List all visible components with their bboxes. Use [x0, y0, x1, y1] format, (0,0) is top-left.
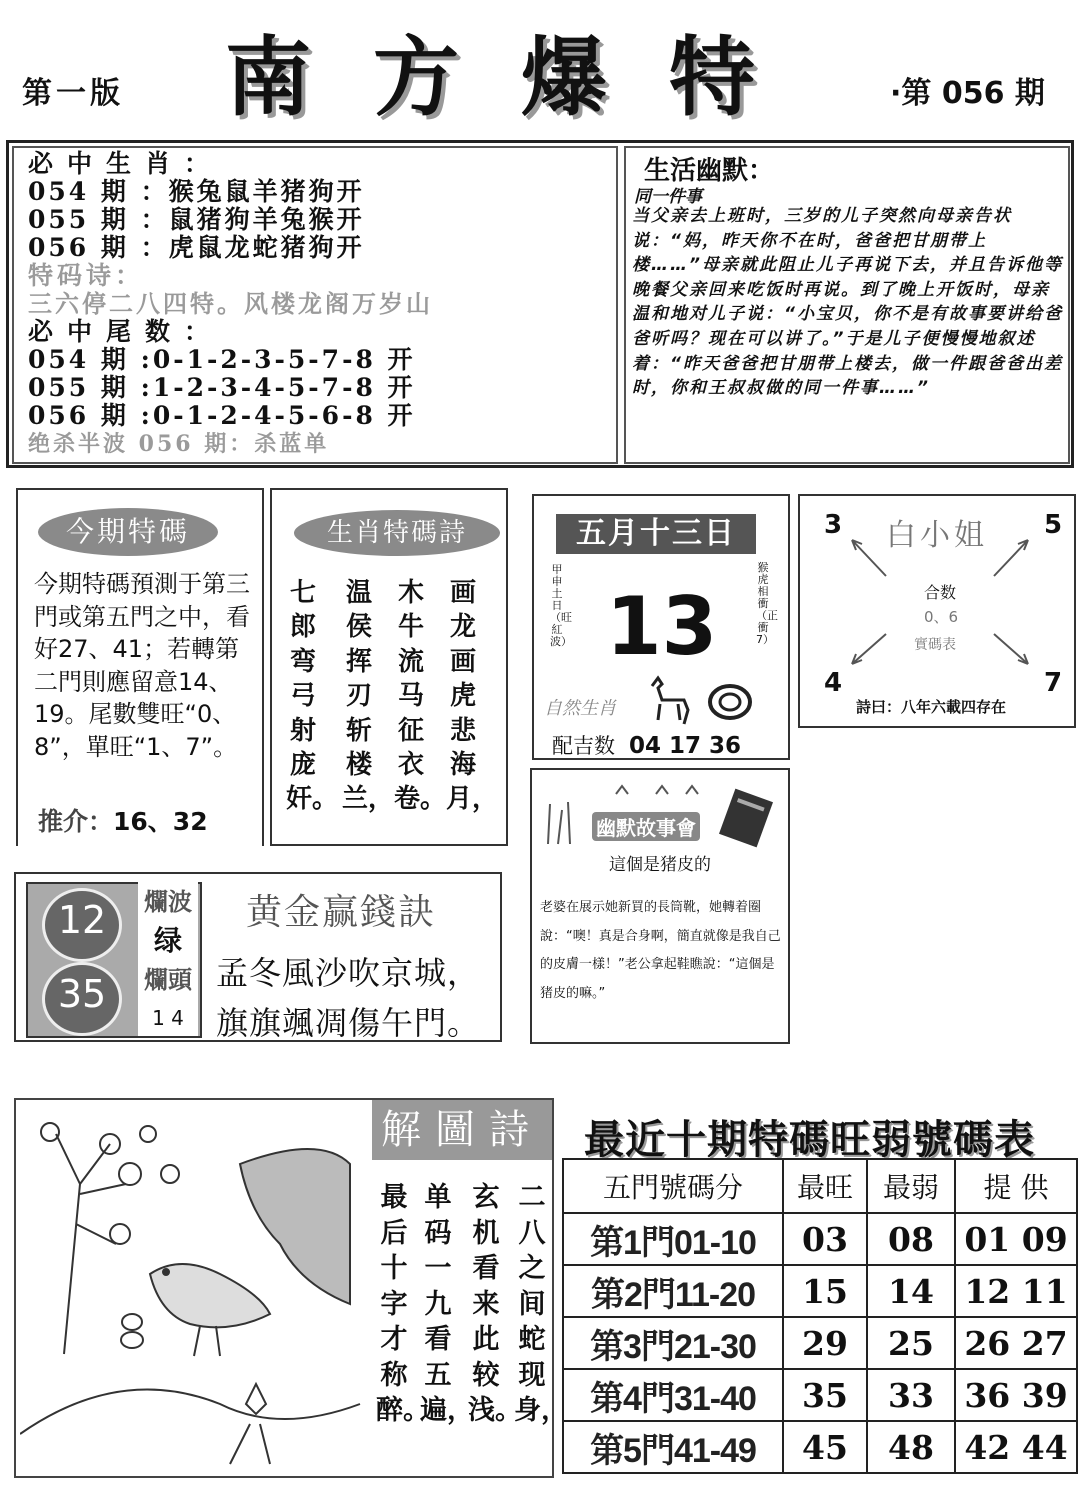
hot-cell: 15 — [783, 1265, 867, 1317]
offer-cell: 42 44 — [955, 1421, 1077, 1473]
calendar-date-header: 五月十三日 — [556, 514, 756, 554]
picture-poem-column: 单码一九看五遍， — [420, 1182, 474, 1426]
lady-title: 白小姐 — [886, 518, 988, 553]
deer-snake-icon — [638, 674, 758, 726]
lady-n1: 3 — [824, 510, 843, 540]
gold-formula-box — [14, 872, 502, 1042]
tail-row: 055 期 :1-2-3-4-5-7-8 开 — [28, 373, 416, 402]
group-cell: 第5門41-49 — [563, 1421, 783, 1473]
gold-n1: 12 — [57, 898, 107, 942]
zodiac-row: 055 期 ：鼠猪狗羊兔猴开 — [28, 205, 365, 234]
recommend-line — [38, 802, 208, 838]
offer-cell: 36 39 — [955, 1369, 1077, 1421]
poem-column: 温侯挥刃斩楼兰， — [342, 578, 395, 815]
gold-line-2: 旗旗颯凋傷午門。 — [216, 1004, 481, 1042]
poem-column: 七郎弯弓射庞奸。 — [286, 578, 339, 815]
zodiac-row: 054 期 ：猴兔鼠羊猪狗开 — [28, 177, 365, 206]
lady-n4: 7 — [1044, 668, 1063, 698]
bird-illustration-icon — [20, 1104, 370, 1474]
picture-poem-area — [372, 1162, 568, 1478]
lucky-values: 04 17 36 — [629, 733, 742, 759]
gold-label-2: 爛頭 — [138, 960, 198, 1000]
lucky-numbers — [552, 730, 741, 760]
table-row — [563, 1421, 1077, 1473]
hot-table-title: 最近十期特碼旺弱號碼表 — [584, 1116, 1035, 1163]
gold-line-1: 孟冬風沙吹京城， — [216, 954, 481, 992]
cold-cell: 33 — [867, 1369, 955, 1421]
offer-cell: 12 11 — [955, 1265, 1077, 1317]
hot-cell: 29 — [783, 1317, 867, 1369]
header-cell: 最旺 — [783, 1159, 867, 1213]
gold-label-1: 爛波 — [138, 882, 198, 922]
humor-body: 当父亲去上班时，三岁的儿子突然向母亲告状说：“妈，昨天你不在时，爸爸把甘朋带上楼……”母亲就此阻止儿子再说下去，并且告诉他等晚餐父亲回来吃饭时再说。到了晚上开饭时，母亲温和地对儿子说：“小宝贝，你不是有故事要讲给爸爸听吗？现在可以讲了。”于是儿子便慢慢地叙述着：“昨天爸爸把甘朋带上楼去，做一件跟爸爸出差时，你和王叔叔做的同一件事……” — [632, 206, 1063, 399]
header-cell: 提 供 — [955, 1159, 1077, 1213]
poem-label: 特码诗： — [28, 261, 145, 290]
picture-poem-column: 最后十字才称醉。 — [376, 1182, 430, 1426]
sum-value: 0、6 — [924, 608, 959, 626]
table-header-row — [563, 1159, 1077, 1213]
table-row — [563, 1213, 1077, 1265]
group-cell: 第2門11-20 — [563, 1265, 783, 1317]
lucky-label: 配吉数 — [552, 734, 615, 758]
tail-row: 054 期 :0-1-2-3-5-7-8 开 — [28, 345, 416, 374]
special-poem: 三六停二八四特。风楼龙阁万岁山 — [28, 289, 433, 318]
kill-wave-note: 绝杀半波 056 期：杀蓝单 — [28, 431, 330, 457]
picture-poem-title: 解圖詩 — [372, 1100, 552, 1160]
poem-column: 木牛流马征衣卷。 — [394, 578, 447, 815]
edition-label: 第一版 — [22, 76, 124, 111]
table-row — [563, 1369, 1077, 1421]
offer-cell: 26 27 — [955, 1317, 1077, 1369]
cold-cell: 25 — [867, 1317, 955, 1369]
zodiac-heading: 必中生肖： — [28, 149, 224, 178]
lady-n3: 4 — [824, 668, 843, 698]
hot-cell: 45 — [783, 1421, 867, 1473]
zodiac-poem-box — [270, 488, 508, 846]
calendar-logo-text: 自然生肖 — [544, 698, 616, 719]
story-title: 這個是猪皮的 — [609, 855, 711, 875]
calendar-box — [532, 494, 790, 760]
picture-poem-column: 二八之间蛇现身， — [514, 1182, 568, 1426]
tail-heading: 必中尾数： — [28, 317, 224, 346]
table-row — [563, 1317, 1077, 1369]
gold-title: 黄金赢錢訣 — [246, 892, 437, 933]
hot-cold-table — [562, 1158, 1078, 1474]
zodiac-row: 056 期 ：虎鼠龙蛇猪狗开 — [28, 233, 365, 262]
header-cell: 五門號碼分 — [563, 1159, 783, 1213]
issue-label: ·第 056 期 — [890, 76, 1045, 111]
lady-n2: 5 — [1044, 510, 1063, 540]
page-title: 南方爆特 — [225, 27, 817, 128]
story-box — [530, 768, 790, 1044]
group-cell: 第3門21-30 — [563, 1317, 783, 1369]
story-banner: 幽默故事會 — [592, 812, 700, 841]
story-body: 老婆在展示她新買的長筒靴，她轉着圈說：“噢！真是合身啊，簡直就像是我自己的皮膚一樣！”老公拿起鞋瞧說：“這個是猪皮的嘛。” — [540, 900, 781, 1001]
cold-cell: 48 — [867, 1421, 955, 1473]
sum-label: 合数 — [924, 583, 957, 602]
recommend-value: 16、32 — [113, 807, 208, 836]
gold-tails: 1 4 — [138, 1000, 198, 1036]
humor-subtitle: 同一件事 — [634, 187, 702, 207]
calendar-left-note: 甲申土日（旺紅波） — [550, 563, 572, 648]
table-row — [563, 1265, 1077, 1317]
special-body: 今期特碼預測于第三門或第五門之中，看好27、41；若轉第二門則應留意14、19。尾數雙旺“0、8”，單旺“1、7”。 — [34, 570, 250, 761]
zodiac-poem-title-pill: 生肖特碼詩 — [294, 510, 500, 556]
tail-row: 056 期 :0-1-2-4-5-6-8 开 — [28, 401, 416, 430]
header-cell: 最弱 — [867, 1159, 955, 1213]
special-number-box — [16, 488, 264, 846]
poem-column: 画龙画虎悲海月， — [446, 578, 499, 815]
calendar-day: 13 — [606, 580, 718, 673]
zodiac-block — [28, 150, 433, 458]
hot-cell: 03 — [783, 1213, 867, 1265]
gold-color: 绿 — [138, 922, 198, 960]
offer-cell: 01 09 — [955, 1213, 1077, 1265]
hot-cell: 35 — [783, 1369, 867, 1421]
group-cell: 第1門01-10 — [563, 1213, 783, 1265]
lady-poem: 詩曰：八年六載四存在 — [856, 698, 1007, 716]
cold-cell: 14 — [867, 1265, 955, 1317]
picture-poem-column: 玄机看来此较浅。 — [468, 1182, 522, 1426]
recommend-label: 推介： — [38, 807, 114, 836]
humor-title: 生活幽默： — [644, 156, 775, 186]
calendar-right-note: 猴虎相衝（正衝7） — [756, 561, 778, 646]
gold-n2: 35 — [57, 972, 107, 1016]
group-cell: 第4門31-40 — [563, 1369, 783, 1421]
humor-panel — [624, 146, 1070, 464]
sum-note: 實碼表 — [914, 637, 956, 653]
special-title-pill: 今期特碼 — [38, 508, 218, 556]
cold-cell: 08 — [867, 1213, 955, 1265]
lady-box — [798, 494, 1076, 728]
